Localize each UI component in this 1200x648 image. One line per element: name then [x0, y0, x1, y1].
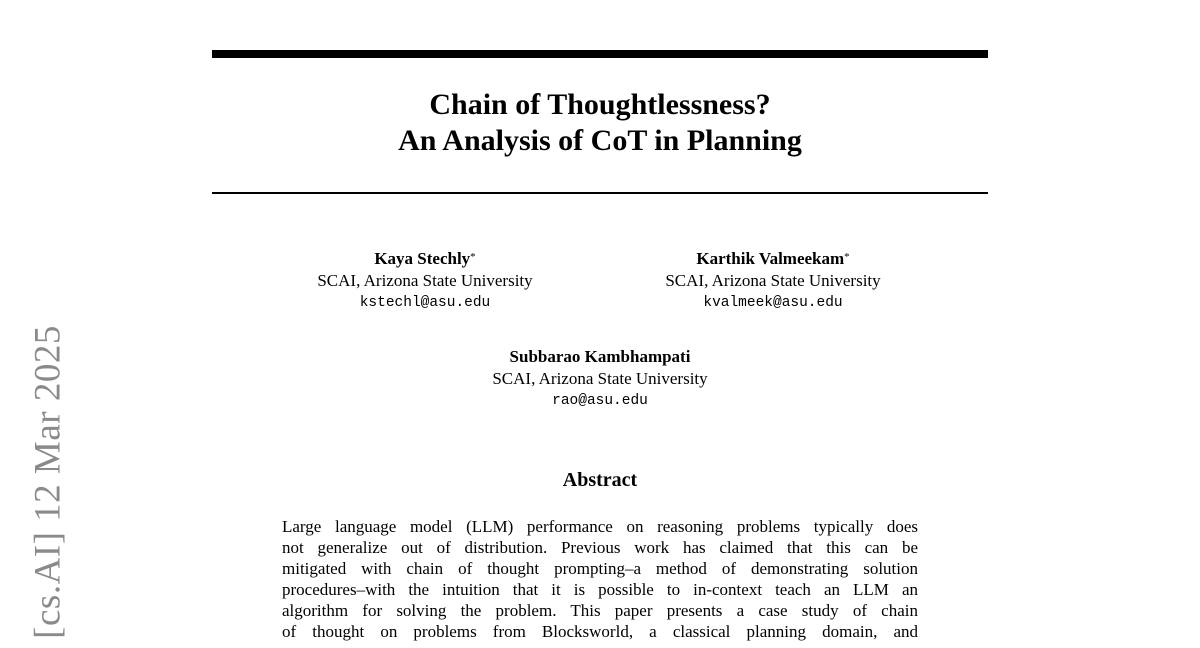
abstract-line: algorithm for solving the problem. This paper presents a case study of chain: [282, 601, 918, 620]
title-top-rule: [212, 50, 988, 58]
abstract-line: procedures–with the intuition that it is possible to in-context teach an LLM an: [282, 580, 918, 599]
author-block: [455, 346, 745, 412]
arxiv-side-stamp: [cs.AI] 12 Mar 2025: [27, 325, 69, 639]
title-bottom-rule: [212, 192, 988, 194]
author-name: Subbarao Kambhampati: [509, 347, 691, 366]
abstract-heading: Abstract: [562, 469, 638, 491]
title-line-2: An Analysis of CoT in Planning: [398, 124, 802, 157]
abstract-line: not generalize out of distribution. Previous work has claimed that this can be: [282, 538, 918, 557]
equal-contribution-mark: *: [470, 251, 476, 263]
paper-title: [212, 87, 988, 159]
abstract-line: of thought on problems from Blocksworld, a classical planning domain, and: [282, 622, 918, 641]
equal-contribution-mark: *: [844, 251, 850, 263]
author-email: rao@asu.edu: [552, 393, 648, 409]
author-block: [280, 248, 570, 314]
author-affiliation: SCAI, Arizona State University: [492, 369, 708, 388]
author-affiliation: SCAI, Arizona State University: [317, 271, 533, 290]
author-email: kvalmeek@asu.edu: [703, 295, 843, 311]
abstract-body: [282, 516, 918, 642]
author-block: [628, 248, 918, 314]
author-affiliation: SCAI, Arizona State University: [665, 271, 881, 290]
abstract-line: mitigated with chain of thought prompting–a method of demonstrating solution: [282, 559, 918, 578]
author-name: Karthik Valmeekam*: [696, 249, 850, 268]
abstract-line: Large language model (LLM) performance on reasoning problems typically does: [282, 517, 918, 536]
author-email: kstechl@asu.edu: [359, 295, 491, 311]
author-name: Kaya Stechly*: [374, 249, 476, 268]
title-line-1: Chain of Thoughtlessness?: [429, 88, 771, 121]
